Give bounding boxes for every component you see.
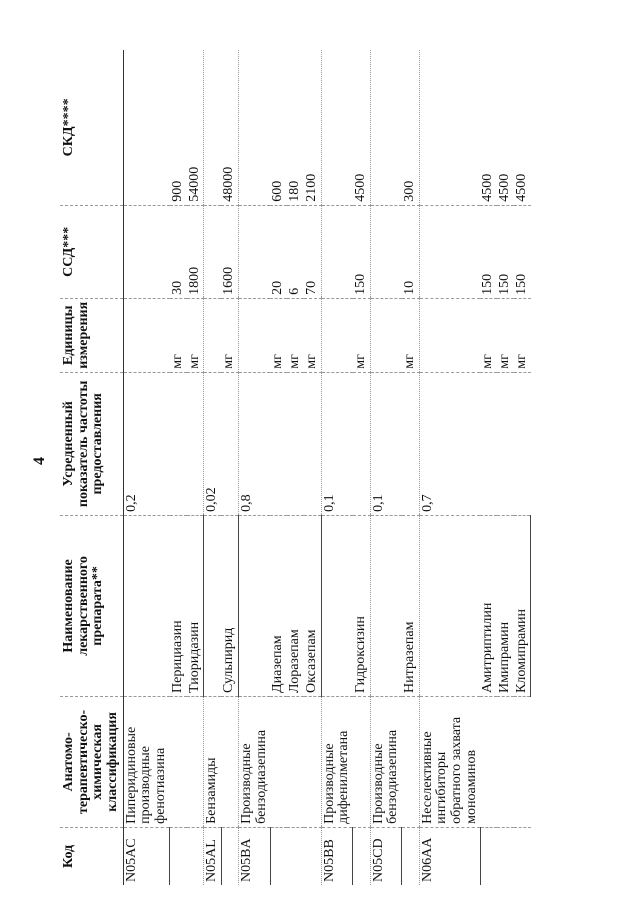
cell-code (304, 827, 321, 885)
cell-freq (304, 372, 321, 515)
cell-code (287, 827, 304, 885)
cell-code: N05AC (123, 827, 170, 885)
cell-atc: Пиперидиновые производные фенотиазина (123, 696, 170, 827)
cell-skd (370, 50, 402, 205)
cell-code (514, 827, 531, 885)
cell-drug: Диазепам (270, 515, 287, 696)
page-number: 4 (31, 457, 48, 465)
cell-ssd: 70 (304, 205, 321, 298)
cell-ssd: 20 (270, 205, 287, 298)
cell-unit (370, 298, 402, 372)
cell-code: N05CD (370, 827, 402, 885)
cell-drug (419, 515, 480, 696)
table-header-row (60, 50, 123, 885)
cell-ssd (419, 205, 480, 298)
cell-unit: мг (221, 298, 238, 372)
cell-freq (480, 372, 497, 515)
cell-unit (123, 298, 170, 372)
table-row (402, 50, 419, 885)
cell-freq: 0,02 (204, 372, 222, 515)
cell-unit: мг (170, 298, 187, 372)
cell-drug (370, 515, 402, 696)
cell-unit (204, 298, 222, 372)
table-row (353, 50, 370, 885)
cell-unit (239, 298, 271, 372)
cell-skd: 2100 (304, 50, 321, 205)
cell-drug: Нитразепам (402, 515, 419, 696)
cell-drug: Амитриптилин (480, 515, 497, 696)
cell-skd: 54000 (187, 50, 204, 205)
cell-code (480, 827, 497, 885)
cell-unit (419, 298, 480, 372)
cell-freq (497, 372, 514, 515)
cell-atc: Производные бензодиазепина (239, 696, 271, 827)
cell-freq: 0,8 (239, 372, 271, 515)
cell-atc (353, 696, 370, 827)
cell-drug: Оксазепам (304, 515, 321, 696)
cell-skd: 300 (402, 50, 419, 205)
table-row (497, 50, 514, 885)
cell-drug: Тиоридазин (187, 515, 204, 696)
cell-freq: 0,1 (370, 372, 402, 515)
table-row (514, 50, 531, 885)
cell-ssd: 1800 (187, 205, 204, 298)
table-row (287, 50, 304, 885)
cell-ssd: 150 (353, 205, 370, 298)
cell-skd (123, 50, 170, 205)
cell-drug: Кломипрамин (514, 515, 531, 696)
table-row (370, 50, 402, 885)
cell-atc (480, 696, 497, 827)
cell-unit: мг (187, 298, 204, 372)
table-row (170, 50, 187, 885)
cell-ssd: 6 (287, 205, 304, 298)
cell-ssd (370, 205, 402, 298)
cell-code: N05BB (321, 827, 353, 885)
cell-ssd: 30 (170, 205, 187, 298)
cell-drug (321, 515, 353, 696)
cell-atc (304, 696, 321, 827)
cell-drug: Лоразепам (287, 515, 304, 696)
header-atc: Анатомо-терапевтическо-химическая классификация (60, 696, 123, 827)
cell-ssd (123, 205, 170, 298)
cell-ssd: 10 (402, 205, 419, 298)
cell-atc (221, 696, 238, 827)
cell-drug: Сульпирид (221, 515, 238, 696)
cell-code (353, 827, 370, 885)
cell-atc (287, 696, 304, 827)
cell-ssd (239, 205, 271, 298)
table-row (304, 50, 321, 885)
cell-freq: 0,1 (321, 372, 353, 515)
cell-drug (123, 515, 170, 696)
drug-table (60, 50, 531, 885)
cell-atc (270, 696, 287, 827)
cell-skd (321, 50, 353, 205)
cell-atc (187, 696, 204, 827)
cell-skd: 48000 (221, 50, 238, 205)
header-skd: СКД**** (60, 50, 123, 205)
cell-unit: мг (402, 298, 419, 372)
table-row (204, 50, 222, 885)
cell-skd: 900 (170, 50, 187, 205)
cell-freq (353, 372, 370, 515)
cell-skd (204, 50, 222, 205)
cell-atc: Производные бензодиазепина (370, 696, 402, 827)
rotated-page (60, 50, 600, 885)
cell-ssd (204, 205, 222, 298)
cell-skd: 4500 (514, 50, 531, 205)
cell-atc: Бензамиды (204, 696, 222, 827)
cell-unit (321, 298, 353, 372)
cell-freq: 0,7 (419, 372, 480, 515)
cell-freq (170, 372, 187, 515)
cell-ssd (321, 205, 353, 298)
cell-code (170, 827, 187, 885)
cell-skd: 180 (287, 50, 304, 205)
header-frequency: Усредненный показатель частоты предоставления (60, 372, 123, 515)
cell-freq: 0,2 (123, 372, 170, 515)
cell-skd: 4500 (497, 50, 514, 205)
table-row (480, 50, 497, 885)
cell-atc (402, 696, 419, 827)
table-row (221, 50, 238, 885)
cell-unit: мг (480, 298, 497, 372)
table-row (321, 50, 353, 885)
cell-unit: мг (287, 298, 304, 372)
cell-atc (170, 696, 187, 827)
cell-freq (514, 372, 531, 515)
cell-atc (497, 696, 514, 827)
cell-drug: Гидроксизин (353, 515, 370, 696)
header-drug: Наименование лекарственного препарата** (60, 515, 123, 696)
cell-ssd: 1600 (221, 205, 238, 298)
cell-atc (514, 696, 531, 827)
cell-freq (187, 372, 204, 515)
cell-unit: мг (514, 298, 531, 372)
cell-code: N06AA (419, 827, 480, 885)
cell-freq (287, 372, 304, 515)
cell-skd: 600 (270, 50, 287, 205)
cell-atc: Производные дифенилметана (321, 696, 353, 827)
table-row (123, 50, 170, 885)
cell-freq (221, 372, 238, 515)
cell-code (497, 827, 514, 885)
cell-code (187, 827, 204, 885)
table-row (187, 50, 204, 885)
cell-ssd: 150 (497, 205, 514, 298)
cell-skd (239, 50, 271, 205)
cell-freq (402, 372, 419, 515)
cell-atc: Неселективные ингибиторы обратного захвата моноаминов (419, 696, 480, 827)
cell-code (270, 827, 287, 885)
cell-freq (270, 372, 287, 515)
cell-skd (419, 50, 480, 205)
cell-code (402, 827, 419, 885)
cell-unit: мг (270, 298, 287, 372)
table-row (270, 50, 287, 885)
cell-drug: Перициазин (170, 515, 187, 696)
cell-drug (239, 515, 271, 696)
cell-code: N05AL (204, 827, 222, 885)
cell-drug (204, 515, 222, 696)
cell-code (221, 827, 238, 885)
table-row (239, 50, 271, 885)
table-row (419, 50, 480, 885)
header-unit: Единицы измерения (60, 298, 123, 372)
cell-skd: 4500 (353, 50, 370, 205)
cell-unit: мг (353, 298, 370, 372)
cell-skd: 4500 (480, 50, 497, 205)
cell-ssd: 150 (480, 205, 497, 298)
cell-ssd: 150 (514, 205, 531, 298)
cell-unit: мг (304, 298, 321, 372)
header-code: Код (60, 827, 123, 885)
cell-unit: мг (497, 298, 514, 372)
cell-code: N05BA (239, 827, 271, 885)
cell-drug: Имипрамин (497, 515, 514, 696)
header-ssd: ССД*** (60, 205, 123, 298)
